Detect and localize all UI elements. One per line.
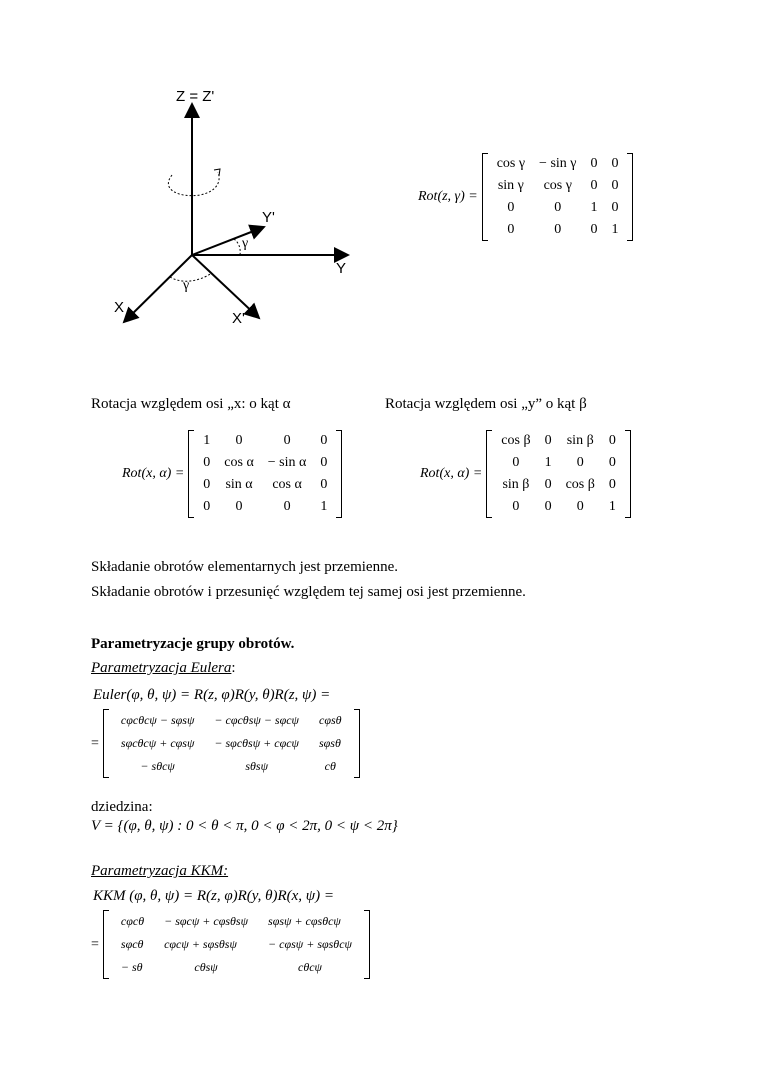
rot-z-cell: 1 xyxy=(590,200,598,215)
rot-y-cell: 0 xyxy=(544,477,552,492)
rot-y-matrix xyxy=(420,430,631,518)
kkm-cell: sφcθ xyxy=(120,937,144,951)
section-title: Parametryzacje grupy obrotów. xyxy=(91,636,295,652)
rot-x-cell: 0 xyxy=(283,499,291,514)
euler-cell: cθ xyxy=(324,759,336,773)
kkm-cell: cθsψ xyxy=(194,960,218,974)
rot-y-cell: 0 xyxy=(608,477,616,492)
rot-x-cell: cos α xyxy=(272,477,302,492)
rot-x-cell: cos α xyxy=(224,455,254,470)
x-prime-axis-label: X' xyxy=(232,310,245,327)
rot-y-cell: 0 xyxy=(544,433,552,448)
kkm-cell: − sφcψ + cφsθsψ xyxy=(164,914,249,928)
rot-x-lhs: Rot(x, α) = xyxy=(122,466,185,481)
gamma-arc-upper xyxy=(234,239,240,255)
rot-z-cell: 1 xyxy=(611,222,619,237)
axis-x-prime xyxy=(192,255,259,318)
rot-x-cell: 0 xyxy=(320,433,328,448)
rot-x-cell: 0 xyxy=(203,477,211,492)
rot-y-lhs: Rot(x, α) = xyxy=(420,466,483,481)
euler-domain-label: dziedzina: xyxy=(91,799,153,815)
rot-z-cell: 0 xyxy=(507,222,515,237)
rot-z-cell: 0 xyxy=(590,178,598,193)
kkm-cell: cφcθ xyxy=(120,914,145,928)
euler-eq-sign: = xyxy=(91,735,99,751)
rotation-arrow-head-icon xyxy=(214,169,220,176)
rot-x-heading: Rotacja względem osi „x: o kąt α xyxy=(91,396,291,412)
euler-cell: cφcθcψ − sφsψ xyxy=(120,713,195,727)
gamma-label-upper: γ xyxy=(242,236,249,251)
euler-cell: − sφcθsψ + cφcψ xyxy=(214,736,299,750)
statement-commutative-same-axis: Składanie obrotów i przesunięć względem tej samej osi jest przemienne. xyxy=(91,584,526,600)
rot-z-cell: 0 xyxy=(611,178,619,193)
rot-y-heading: Rotacja względem osi „y” o kąt β xyxy=(385,396,587,412)
rot-z-matrix xyxy=(418,153,633,241)
rot-x-table xyxy=(196,430,334,518)
rot-z-cell: − sin γ xyxy=(539,156,577,171)
axis-x xyxy=(124,255,192,322)
rot-y-cell: 0 xyxy=(512,455,520,470)
rot-x-cell: 0 xyxy=(203,455,211,470)
rot-x-cell: 1 xyxy=(320,499,328,514)
kkm-cell: cφcψ + sφsθsψ xyxy=(164,937,237,951)
rot-y-cell: cos β xyxy=(565,477,595,492)
rot-y-cell: sin β xyxy=(566,433,594,448)
euler-heading-suffix: : xyxy=(231,660,236,676)
kkm-cell: sφsψ + cφsθcψ xyxy=(268,914,341,928)
rot-y-cell: 0 xyxy=(608,433,616,448)
y-prime-axis-label: Y' xyxy=(262,209,275,226)
z-axis-label: Z = Z' xyxy=(176,88,215,105)
rot-y-cell: 0 xyxy=(608,455,616,470)
euler-heading xyxy=(91,660,236,677)
kkm-cell: − sθ xyxy=(120,960,143,974)
rot-y-cell: 1 xyxy=(544,455,552,470)
rot-y-cell: sin β xyxy=(502,477,530,492)
kkm-matrix xyxy=(91,910,370,979)
kkm-cell: cθcψ xyxy=(298,960,322,974)
rot-y-cell: 0 xyxy=(576,455,584,470)
euler-formula: Euler(φ, θ, ψ) = R(z, φ)R(y, θ)R(z, ψ) = xyxy=(93,687,331,703)
rot-x-cell: 0 xyxy=(235,499,243,514)
rot-x-cell: 0 xyxy=(203,499,211,514)
x-axis-label: X xyxy=(114,299,125,316)
rot-z-cell: 0 xyxy=(590,156,598,171)
kkm-formula: KKM (φ, θ, ψ) = R(z, φ)R(y, θ)R(x, ψ) = xyxy=(93,888,334,904)
euler-domain: V = {(φ, θ, ψ) : 0 < θ < π, 0 < φ < 2π, 0 < ψ < 2π} xyxy=(91,818,398,834)
euler-heading-text: Parametryzacja Eulera xyxy=(91,660,232,676)
euler-cell: sφsθ xyxy=(319,736,341,750)
rot-y-cell: 0 xyxy=(576,499,584,514)
rot-z-table xyxy=(490,153,626,241)
rot-x-matrix xyxy=(122,430,342,518)
rot-z-cell: 0 xyxy=(590,222,598,237)
rot-x-cell: 0 xyxy=(320,477,328,492)
euler-cell: cφsθ xyxy=(319,713,342,727)
rot-x-cell: 0 xyxy=(283,433,291,448)
rot-z-cell: 0 xyxy=(507,200,515,215)
y-axis-label: Y xyxy=(336,260,347,277)
gamma-arc-lower xyxy=(170,273,212,281)
rot-x-cell: 0 xyxy=(320,455,328,470)
euler-table xyxy=(111,709,352,778)
rot-z-lhs: Rot(z, γ) = xyxy=(418,189,478,204)
euler-cell: − cφcθsψ − sφcψ xyxy=(214,713,299,727)
rotation-diagram xyxy=(100,80,370,340)
rot-z-cell: 0 xyxy=(611,200,619,215)
rot-y-cell: 0 xyxy=(544,499,552,514)
euler-cell: − sθcψ xyxy=(140,759,175,773)
rot-y-cell: 0 xyxy=(512,499,520,514)
rot-z-cell: 0 xyxy=(554,222,562,237)
rot-z-cell: 0 xyxy=(554,200,562,215)
gamma-label-lower: γ xyxy=(183,278,190,293)
kkm-eq-sign: = xyxy=(91,936,99,952)
rot-z-cell: sin γ xyxy=(497,178,524,193)
rot-x-cell: sin α xyxy=(225,477,253,492)
rot-y-cell: cos β xyxy=(501,433,531,448)
euler-matrix xyxy=(91,709,360,778)
rot-z-cell: cos γ xyxy=(543,178,572,193)
rot-y-table xyxy=(494,430,623,518)
rotation-arrow-arc xyxy=(168,172,219,196)
kkm-heading: Parametryzacja KKM: xyxy=(91,863,229,879)
rot-x-cell: − sin α xyxy=(267,455,307,470)
rot-x-cell: 1 xyxy=(203,433,211,448)
statement-commutative-elementary: Składanie obrotów elementarnych jest przemienne. xyxy=(91,559,398,575)
rot-z-cell: 0 xyxy=(611,156,619,171)
kkm-table xyxy=(111,910,362,979)
rot-x-cell: 0 xyxy=(235,433,243,448)
axis-y-prime xyxy=(192,227,264,255)
rot-y-cell: 1 xyxy=(608,499,616,514)
kkm-cell: − cφsψ + sφsθcψ xyxy=(268,937,352,951)
rot-z-cell: cos γ xyxy=(496,156,526,171)
euler-cell: sθsψ xyxy=(245,759,269,773)
euler-cell: sφcθcψ + cφsψ xyxy=(120,736,195,750)
